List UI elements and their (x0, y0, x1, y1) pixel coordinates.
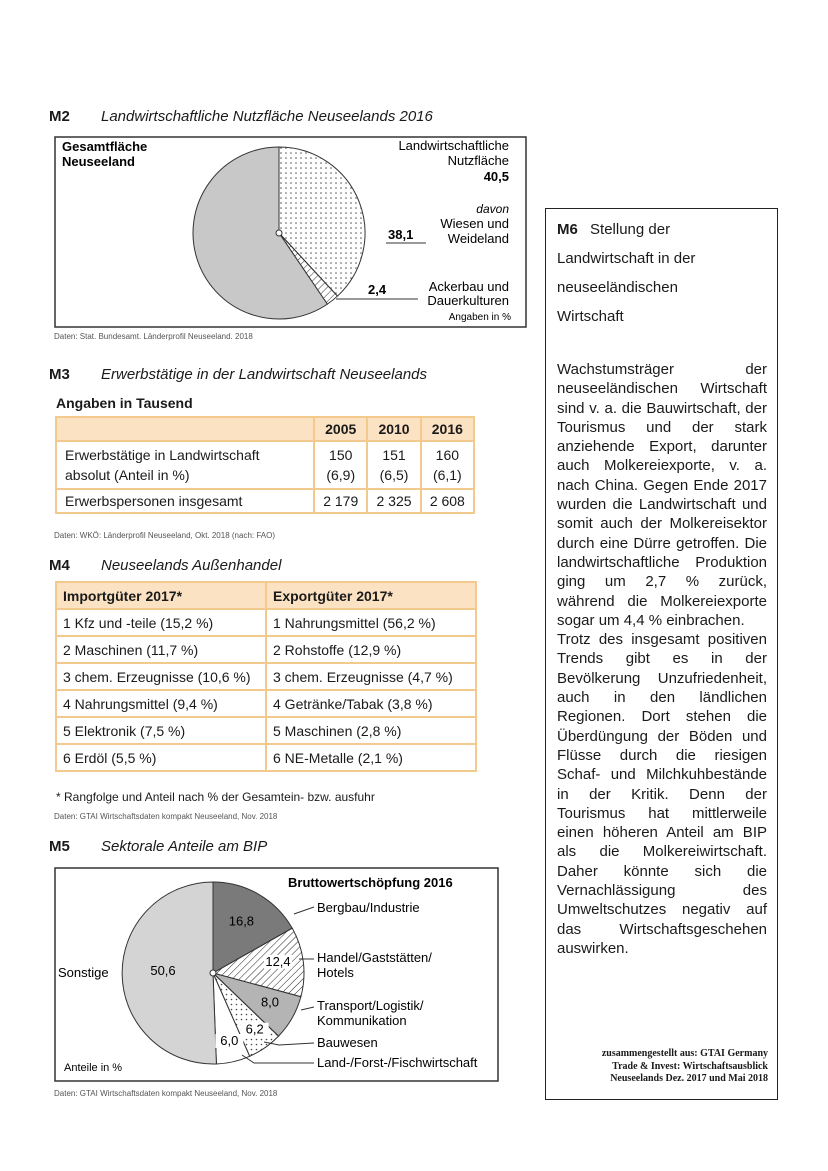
m4-header-row (56, 582, 476, 609)
m5-label-transport-2: Kommunikation (317, 1013, 407, 1028)
m3-year: 2016 (421, 417, 474, 441)
m2-source: Daten: Stat. Bundesamt. Länderprofil Neuseeland. 2018 (54, 332, 253, 341)
m6-label: M6 (557, 221, 578, 238)
m3-cell (367, 441, 420, 489)
m4-import-item: 4 Nahrungsmittel (9,4 %) (56, 690, 266, 717)
m2-label-lw-1: Landwirtschaftliche (398, 138, 509, 153)
m4-import-item: 5 Elektronik (7,5 %) (56, 717, 266, 744)
m5-value-label: 50,6 (150, 962, 176, 978)
m5-label-handel-2: Hotels (317, 965, 354, 980)
m4-table (55, 581, 477, 772)
m3-row1-label-2: absolut (Anteil in %) (65, 467, 190, 483)
m4-title: Neuseelands Außenhandel (101, 557, 282, 574)
m2-pie-center (276, 230, 282, 236)
m4-import-item: 3 chem. Erzeugnisse (10,6 %) (56, 663, 266, 690)
m5-source: Daten: GTAI Wirtschaftsdaten kompakt Neuseeland, Nov. 2018 (54, 1089, 278, 1098)
m2-label-wiesen-1: Wiesen und (440, 216, 509, 231)
m3-header-empty (56, 417, 314, 441)
m2-label-davon: davon (476, 202, 509, 216)
m4-row (56, 636, 476, 663)
m5-value-label: 6,2 (245, 1021, 264, 1037)
m2-label-wiesen-2: Weideland (447, 231, 509, 246)
m2-box-title-2: Neuseeland (62, 154, 135, 169)
m4-import-item: 2 Maschinen (11,7 %) (56, 636, 266, 663)
m5-value-label: 6,0 (220, 1032, 239, 1048)
m6-paragraph-2: Trotz des insgesamt positiven Trends gibt es in der Bevölkerung Unzufriedenheit, auch in den ländlichen Regionen. Dort stehen die Überdüngung der Böden und Flüsse durch die riesigen Schaf- und Milchkuhbestände in der Kritik. Denn der Tourismus hat mittlerweile einen höheren Anteil am BIP als die Molkereiwirtschaft. Daher könnte sich die Vernachlässigung des Umweltschutzes negativ auf das Wirtschaftsgeschehen auswirken. (557, 631, 767, 957)
m3-subtitle: Angaben in Tausend (56, 395, 193, 411)
m4-export-header: Exportgüter 2017* (266, 582, 476, 609)
m3-value: 150 (329, 447, 353, 463)
m5-label: M5 (49, 838, 70, 855)
m3-row-label (56, 441, 314, 489)
m2-pie (193, 147, 365, 319)
m4-export-item: 4 Getränke/Tabak (3,8 %) (266, 690, 476, 717)
m3-row-landwirtschaft (56, 441, 474, 489)
m3-label: M3 (49, 366, 70, 383)
m2-label-acker-value: 2,4 (368, 282, 387, 297)
m4-export-item: 2 Rohstoffe (12,9 %) (266, 636, 476, 663)
m3-header-row (56, 417, 474, 441)
m5-unit: Anteile in % (64, 1062, 123, 1074)
m3-source: Daten: WKÖ: Länderprofil Neuseeland, Okt. 2018 (nach: FAO) (54, 531, 275, 540)
m4-import-item: 6 Erdöl (5,5 %) (56, 744, 266, 771)
m3-share: (6,9) (326, 467, 356, 483)
m6-source (553, 1048, 768, 1086)
m2-unit: Angaben in % (448, 312, 511, 323)
m3-year: 2005 (314, 417, 367, 441)
m4-import-item: 1 Kfz und -teile (15,2 %) (56, 609, 266, 636)
m3-title: Erwerbstätige in der Landwirtschaft Neuseelands (101, 366, 428, 383)
m6-paragraph-1: Wachstumsträger der neuseeländischen Wirtschaft sind v. a. die Bauwirtschaft, der Tourismus und der stark anziehende Export, darunter auch Molkereiexporte, v. a. nach China. Gegen Ende 2017 wurden die Landwirtschaft und somit auch der Molkereisektor durch eine Dürre getroffen. Die landwirtschaftliche Produktion ging um 2,7 % zurück, während die Molkereiexporte sogar um 4,4 % einbrachen. (557, 361, 767, 629)
m3-value: 2 179 (314, 489, 367, 513)
m6-title-3: neuseeländischen (557, 279, 678, 296)
m2-chart (54, 136, 527, 328)
m2-label-acker-1: Ackerbau und (428, 279, 509, 294)
m5-value-label: 16,8 (228, 913, 255, 929)
m3-share: (6,5) (379, 467, 409, 483)
m4-export-item: 5 Maschinen (2,8 %) (266, 717, 476, 744)
m6-title-1: Stellung der (590, 221, 671, 238)
m2-label-lw-2: Nutzfläche (447, 153, 509, 168)
m5-value-label: 12,4 (265, 953, 291, 969)
m4-export-item: 1 Nahrungsmittel (56,2 %) (266, 609, 476, 636)
m4-export-item: 6 NE-Metalle (2,1 %) (266, 744, 476, 771)
m6-title-4: Wirtschaft (557, 308, 624, 325)
m4-source: Daten: GTAI Wirtschaftsdaten kompakt Neuseeland, Nov. 2018 (54, 812, 278, 821)
m4-export-item: 3 chem. Erzeugnisse (4,7 %) (266, 663, 476, 690)
m4-row (56, 717, 476, 744)
m4-row (56, 690, 476, 717)
m2-label-wiesen-value: 38,1 (388, 227, 414, 242)
m6-body (557, 360, 767, 958)
m3-row-erwerbspersonen (56, 489, 474, 513)
m5-label-land: Land-/Forst-/Fischwirtschaft (317, 1055, 478, 1070)
m5-label-bergbau: Bergbau/Industrie (317, 900, 420, 915)
m3-value: 2 608 (421, 489, 474, 513)
m2-label: M2 (49, 108, 70, 125)
m5-title: Sektorale Anteile am BIP (101, 838, 268, 855)
m5-label-handel-1: Handel/Gaststätten/ (317, 950, 432, 965)
m3-value: 151 (382, 447, 406, 463)
m3-year: 2010 (367, 417, 420, 441)
m3-value: 2 325 (367, 489, 420, 513)
m3-cell (314, 441, 367, 489)
m4-row (56, 663, 476, 690)
m5-label-sonstige: Sonstige (58, 965, 109, 980)
m3-row1-label-1: Erwerbstätige in Landwirtschaft (65, 447, 260, 463)
m4-row (56, 744, 476, 771)
m5-chart-title: Bruttowertschöpfung 2016 (288, 875, 453, 890)
m5-chart (54, 867, 499, 1082)
m4-footnote: * Rangfolge und Anteil nach % der Gesamtein- bzw. ausfuhr (56, 790, 375, 804)
m6-source-2: Trade & Invest: Wirtschaftsausblick (612, 1060, 768, 1072)
m3-value: 160 (435, 447, 460, 463)
m6-source-1: zusammengestellt aus: GTAI Germany (601, 1048, 768, 1059)
m5-value-label: 8,0 (260, 994, 280, 1010)
m3-row2-label: Erwerbspersonen insgesamt (56, 489, 314, 513)
m5-label-bauwesen: Bauwesen (317, 1035, 378, 1050)
m6-source-3: Neuseelands Dez. 2017 und Mai 2018 (610, 1073, 768, 1084)
m2-label-lw-value: 40,5 (483, 169, 509, 184)
m6-box (545, 208, 778, 1100)
m3-table (55, 416, 475, 514)
m4-label: M4 (49, 557, 70, 574)
m3-cell (421, 441, 474, 489)
m5-pie-center (210, 970, 216, 976)
m5-label-transport-1: Transport/Logistik/ (317, 998, 424, 1013)
m2-title: Landwirtschaftliche Nutzfläche Neuseelands 2016 (101, 108, 433, 125)
m4-import-header: Importgüter 2017* (56, 582, 266, 609)
m3-share: (6,1) (432, 467, 462, 483)
m6-title-2: Landwirtschaft in der (557, 250, 696, 267)
m2-label-acker-2: Dauerkulturen (427, 293, 509, 308)
m4-row (56, 609, 476, 636)
m2-box-title-1: Gesamtfläche (62, 139, 148, 154)
m6-heading (557, 215, 695, 331)
